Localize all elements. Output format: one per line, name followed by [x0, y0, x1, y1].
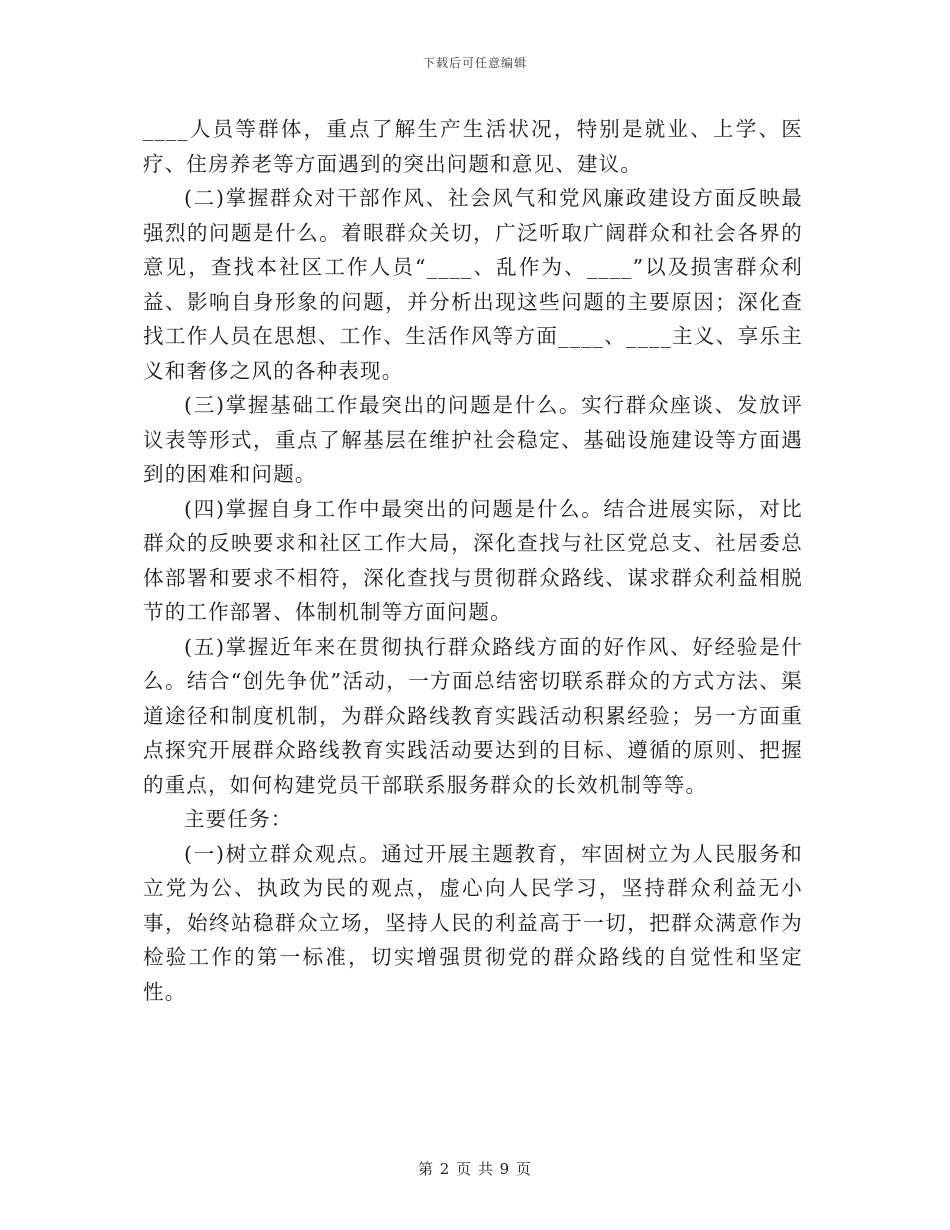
paragraph-item-2: (二)掌握群众对干部作风、社会风气和党风廉政建设方面反映最强烈的问题是什么。着眼群众关切，广泛听取广阔群众和社会各界的意见，查找本社区工作人员“____、乱作为、____”以及损害群众利益、影响自身形象的问题，并分析出现这些问题的主要原因；深化查找工作人员在思想、工作、生活作风等方面____、____主义、享乐主义和奢侈之风的各种表现。: [143, 186, 803, 383]
paragraph-item-3: (三)掌握基础工作最突出的问题是什么。实行群众座谈、发放评议表等形式，重点了解基层在维护社会稳定、基础设施建设等方面遇到的困难和问题。: [143, 393, 803, 486]
section-heading-main-tasks: 主要任务：: [184, 807, 293, 831]
paragraph-task-1: (一)树立群众观点。通过开展主题教育，牢固树立为人民服务和立党为公、执政为民的观点，虚心向人民学习，坚持群众利益无小事，始终站稳群众立场，坚持人民的利益高于一切，把群众满意作为检验工作的第一标准，切实增强贯彻党的群众路线的自觉性和坚定性。: [143, 841, 803, 1004]
paragraph-item-5: (五)掌握近年来在贯彻执行群众路线方面的好作风、好经验是什么。结合“创先争优”活动，一方面总结密切联系群众的方式方法、渠道途径和制度机制，为群众路线教育实践活动积累经验；另一方面重点探究开展群众路线教育实践活动要达到的目标、遵循的原则、把握的重点，如何构建党员干部联系服务群众的长效机制等等。: [143, 634, 803, 797]
document-body: [143, 112, 803, 1009]
paragraph-item-4: (四)掌握自身工作中最突出的问题是什么。结合进展实际，对比群众的反映要求和社区工作大局，深化查找与社区党总支、社居委总体部署和要求不相符，深化查找与贯彻群众路线、谋求群众利益相脱节的工作部署、体制机制等方面问题。: [143, 496, 803, 624]
paragraph-continuation: ____人员等群体，重点了解生产生活状况，特别是就业、上学、医疗、住房养老等方面遇到的突出问题和意见、建议。: [143, 117, 803, 176]
page-number: 第 2 页 共 9 页: [418, 1160, 532, 1178]
page-header: 下载后可任意编辑: [422, 56, 527, 70]
